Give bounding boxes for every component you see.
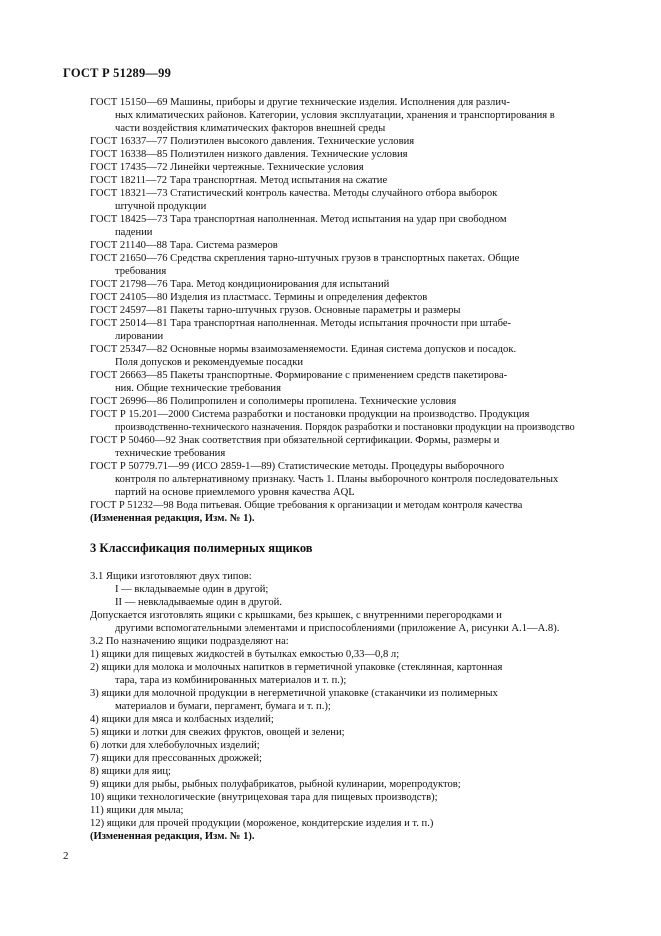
reference-line: ГОСТ 15150—69 Машины, приборы и другие технические изделия. Исполнения для различ- [90,97,510,108]
section-line: 6) лотки для хлебобулочных изделий; [90,740,260,751]
reference-line: ГОСТ 17435—72 Линейки чертежные. Технические условия [90,162,364,173]
reference-line: технические требования [115,448,226,459]
amendment-note: (Измененная редакция, Изм. № 1). [90,513,255,524]
section-line: 3) ящики для молочной продукции в негерметичной упаковке (стаканчики из полимерных [90,688,498,699]
reference-line: ГОСТ 16337—77 Полиэтилен высокого давления. Технические условия [90,136,415,147]
reference-line: ния. Общие технические требования [115,383,281,394]
reference-line: части воздействия климатических факторов внешней среды [115,123,386,134]
reference-line: ГОСТ Р 51232—98 Вода питьевая. Общие требования к организации и методам контроля качества [90,500,523,511]
section-line: Допускается изготовлять ящики с крышками, без крышек, с внутренними перегородками и [90,610,502,621]
reference-line: падении [115,227,153,238]
section-body [90,570,598,843]
reference-line: ГОСТ 21140—88 Тара. Система размеров [90,240,278,251]
reference-line: ГОСТ 21798—76 Тара. Метод кондиционирования для испытаний [90,279,390,290]
reference-line: ГОСТ Р 50779.71—99 (ИСО 2859-1—89) Статистические методы. Процедуры выборочного [90,461,505,472]
reference-line: ГОСТ 21650—76 Средства скрепления тарно-штучных грузов в транспортных пакетах. Общие [90,253,520,264]
reference-line: требования [115,266,167,277]
section-line: 3.1 Ящики изготовляют двух типов: [90,571,252,582]
reference-line: ГОСТ 24105—80 Изделия из пластмасс. Термины и определения дефектов [90,292,428,303]
section-heading: 3 Классификация полимерных ящиков [90,541,313,555]
section-line: тара, тара из комбинированных материалов и т. п.); [115,675,347,686]
reference-line: ГОСТ 26996—86 Полипропилен и сополимеры пропилена. Технические условия [90,396,457,407]
section-line: материалов и бумаги, пергамент, бумага и т. п.); [115,701,331,712]
reference-line: ГОСТ 18211—72 Тара транспортная. Метод испытания на сжатие [90,175,388,186]
reference-line: Поля допусков и рекомендуемые посадки [115,357,304,368]
reference-line: ных климатических районов. Категории, условия эксплуатации, хранения и транспортирования в [115,110,555,121]
section-line: 8) ящики для яиц; [90,766,171,777]
section-line: 5) ящики и лотки для свежих фруктов, овощей и зелени; [90,727,345,738]
section-line: II — невкладываемые один в другой. [115,597,282,608]
section-line: 12) ящики для прочей продукции (мороженое, кондитерские изделия и т. п.) [90,818,434,829]
reference-line: ГОСТ 16338—85 Полиэтилен низкого давления. Технические условия [90,149,408,160]
normative-references [90,96,598,525]
section-line: 2) ящики для молока и молочных напитков в герметичной упаковке (стеклянная, картонная [90,662,503,673]
reference-line: ГОСТ 25347—82 Основные нормы взаимозаменяемости. Единая система допусков и посадок. [90,344,517,355]
document-header: ГОСТ Р 51289—99 [63,66,172,80]
reference-line: ГОСТ Р 15.201—2000 Система разработки и постановки продукции на производство. Продукция [90,409,530,420]
section-line: 10) ящики технологические (внутрицеховая тара для пищевых производств); [90,792,438,803]
section-line: 9) ящики для рыбы, рыбных полуфабрикатов, рыбной кулинарии, морепродуктов; [90,779,461,790]
reference-line: ГОСТ 25014—81 Тара транспортная наполненная. Методы испытания прочности при штабе- [90,318,512,329]
reference-line: ГОСТ 18425—73 Тара транспортная наполненная. Метод испытания на удар при свободном [90,214,507,225]
reference-line: штучной продукции [115,201,207,212]
reference-line: производственно-технического назначения. Порядок разработки и постановки продукции на производство [115,422,575,433]
section-line: 7) ящики для прессованных дрожжей; [90,753,262,764]
section-line: другими вспомогательными элементами и приспособлениями (приложение А, рисунки А.1—А.8). [115,623,560,634]
reference-line: ГОСТ 26663—85 Пакеты транспортные. Формирование с применением средств пакетирова- [90,370,508,381]
section-line: 1) ящики для пищевых жидкостей в бутылках емкостью 0,33—0,8 л; [90,649,400,660]
reference-line: партий на основе приемлемого уровня качества AQL [115,487,355,498]
section-line: I — вкладываемые один в другой; [115,584,269,595]
reference-line: лировании [115,331,164,342]
amendment-note: (Измененная редакция, Изм. № 1). [90,831,255,842]
reference-line: ГОСТ 18321—73 Статистический контроль качества. Методы случайного отбора выборок [90,188,498,199]
section-line: 11) ящики для мыла; [90,805,184,816]
reference-line: контроля по альтернативному признаку. Часть 1. Планы выборочного контроля последовательных [115,474,559,485]
section-line: 3.2 По назначению ящики подразделяют на: [90,636,289,647]
page-number: 2 [63,850,69,862]
section-line: 4) ящики для мяса и колбасных изделий; [90,714,274,725]
reference-line: ГОСТ Р 50460—92 Знак соответствия при обязательной сертификации. Формы, размеры и [90,435,500,446]
reference-line: ГОСТ 24597—81 Пакеты тарно-штучных грузов. Основные параметры и размеры [90,305,461,316]
